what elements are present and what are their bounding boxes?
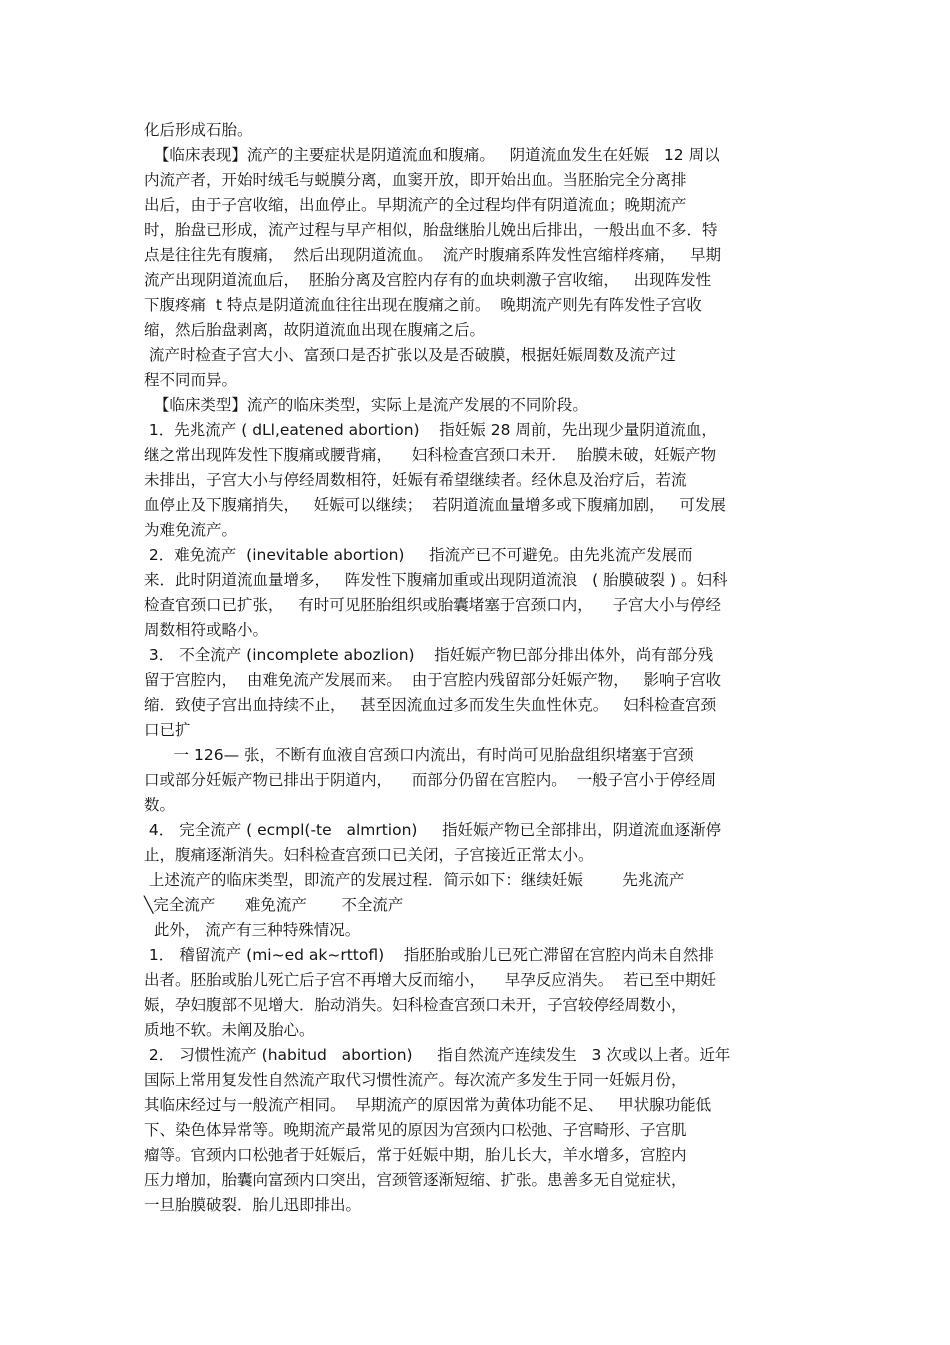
text-line: 血停止及下腹痛捎失， 妊娠可以继续； 若阴道流血量增多或下腹痛加剧， 可发展: [144, 496, 726, 514]
text-line: 1．先兆流产 ( dLl,eatened abortion) 指妊娠 28 周前，先出现少量阴道流血，: [144, 421, 717, 439]
text-line: 程不同而异。: [144, 371, 238, 389]
text-line: 国际上常用复发性自然流产取代习惯性流产。每次流产多发生于同一妊娠月份，: [144, 1071, 687, 1089]
text-line: 时，胎盘已形成，流产过程与早产相似，胎盘继胎儿娩出后排出，一般出血不多．特: [144, 221, 718, 239]
text-line: 口已扩: [144, 721, 191, 739]
text-line: 一 126— 张，不断有血液自宫颈口内流出，有时尚可见胎盘组织堵塞于宫颈: [144, 746, 694, 764]
text-line: 止，腹痛逐渐消失。妇科检查宫颈口已关闭，子宫接近正常太小。: [144, 846, 594, 864]
text-line: 缩．致使子宫出血持续不止， 甚至因流血过多而发生失血性休克。 妇科检查宫颈: [144, 696, 717, 714]
text-line: 流产时检查子宫大小、富颈口是否扩张以及是否破膜，根据妊娠周数及流产过: [144, 346, 676, 364]
text-line: 2． 习惯性流产 (habitud abortion) 指自然流产连续发生 3 次或以上者。近年: [144, 1046, 731, 1064]
text-line: 口或部分妊娠产物已排出于阴道内， 而部分仍留在宫腔内。 一般子宫小于停经周: [144, 771, 717, 789]
text-line: 【临床类型】流产的临床类型，实际上是流产发展的不同阶段。: [144, 396, 588, 414]
text-line: 质地不软。未阐及胎心。: [144, 1021, 315, 1039]
text-line: 数。: [144, 796, 176, 814]
text-line: 压力增加，胎囊向富颈内口突出，宫颈管逐渐短缩、扩张。患善多无自觉症状，: [144, 1171, 687, 1189]
text-line: 留于宫腔内， 由难免流产发展而来。 由于宫腔内残留部分妊娠产物， 影响子宫收: [144, 671, 721, 689]
text-line: 3． 不全流产 (incomplete abozlion) 指妊娠产物巳部分排出体外，尚有部分残: [144, 646, 714, 664]
text-line: 来．此时阴道流血量增多， 阵发性下腹痛加重或出现阴道流浪 ( 胎膜破裂 ) 。妇科: [144, 571, 728, 589]
text-line: 为难免流产。: [144, 521, 238, 539]
text-line: 娠，孕妇腹部不见增大．胎动消失。妇科检查宫颈口未开，子宫较停经周数小，: [144, 996, 687, 1014]
text-line: 其临床经过与一般流产相同。 早期流产的原因常为黄体功能不足、 甲状腺功能低: [144, 1096, 712, 1114]
text-line: 检查官颈口已扩张， 有时可见胚胎组织或胎囊堵塞于宫颈口内， 子宫大小与停经: [144, 596, 721, 614]
text-line: ╲完全流产 难免流产 不全流产: [144, 896, 404, 914]
text-line: 出者。胚胎或胎儿死亡后子宫不再增大反而缩小， 早孕反应消失。 若已至中期妊: [144, 971, 717, 989]
text-line: 化后形成石胎。: [144, 121, 253, 139]
text-line: 上述流产的临床类型，即流产的发展过程．简示如下：继续妊娠 先兆流产: [144, 871, 685, 889]
text-line: 【临床表现】流产的主要症状是阴道流血和腹痛。 阴道流血发生在妊娠 12 周以: [144, 146, 720, 164]
text-line: 周数相符或略小。: [144, 621, 269, 639]
text-line: 流产出现阴道流血后， 胚胎分离及宫腔内存有的血块刺激子宫收缩， 出现阵发性: [144, 271, 712, 289]
text-line: 未排出，子宫大小与停经周数相符，妊娠有希望继续者。经休息及治疗后，若流: [144, 471, 687, 489]
text-line: 一旦胎膜破裂．胎儿迅即排出。: [144, 1196, 362, 1214]
text-line: 缩，然后胎盘剥离，故阴道流血出现在腹痛之后。: [144, 321, 486, 339]
text-line: 2．难免流产 (inevitable abortion) 指流产已不可避免。由先兆流产发展而: [144, 546, 693, 564]
text-line: 瘤等。官颈内口松弛者于妊娠后，常于妊娠中期，胎儿长大，羊水增多，宫腔内: [144, 1146, 687, 1164]
text-line: 1． 稽留流产 (mi~ed ak~rttofl) 指胚胎或胎儿已死亡滞留在宫腔内尚未自然排: [144, 946, 714, 964]
text-line: 点是往往先有腹痛， 然后出现阴道流血。 流产时腹痛系阵发性宫缩样疼痛， 早期: [144, 246, 721, 264]
text-line: 内流产者，开始时绒毛与蜕膜分离，血窦开放，即开始出血。当胚胎完全分离排: [144, 171, 687, 189]
text-line: 此外， 流产有三种特殊情况。: [144, 921, 361, 939]
text-line: 下、染色体异常等。晚期流产最常见的原因为宫颈内口松弛、子宫畸形、子宫肌: [144, 1121, 687, 1139]
text-line: 下腹疼痛 t 特点是阴道流血往往出现在腹痛之前。 晚期流产则先有阵发性子宫收: [144, 296, 702, 314]
text-line: 出后，由于子宫收缩，出血停止。早期流产的全过程均伴有阴道流血；晚期流产: [144, 196, 687, 214]
text-line: 4． 完全流产 ( ecmpl(-te almrtion) 指妊娠产物已全部排出，阴道流血逐渐停: [144, 821, 722, 839]
text-line: 继之常出现阵发性下腹痛或腰背痛， 妇科检查宫颈口未开． 胎膜未破，妊娠产物: [144, 446, 717, 464]
